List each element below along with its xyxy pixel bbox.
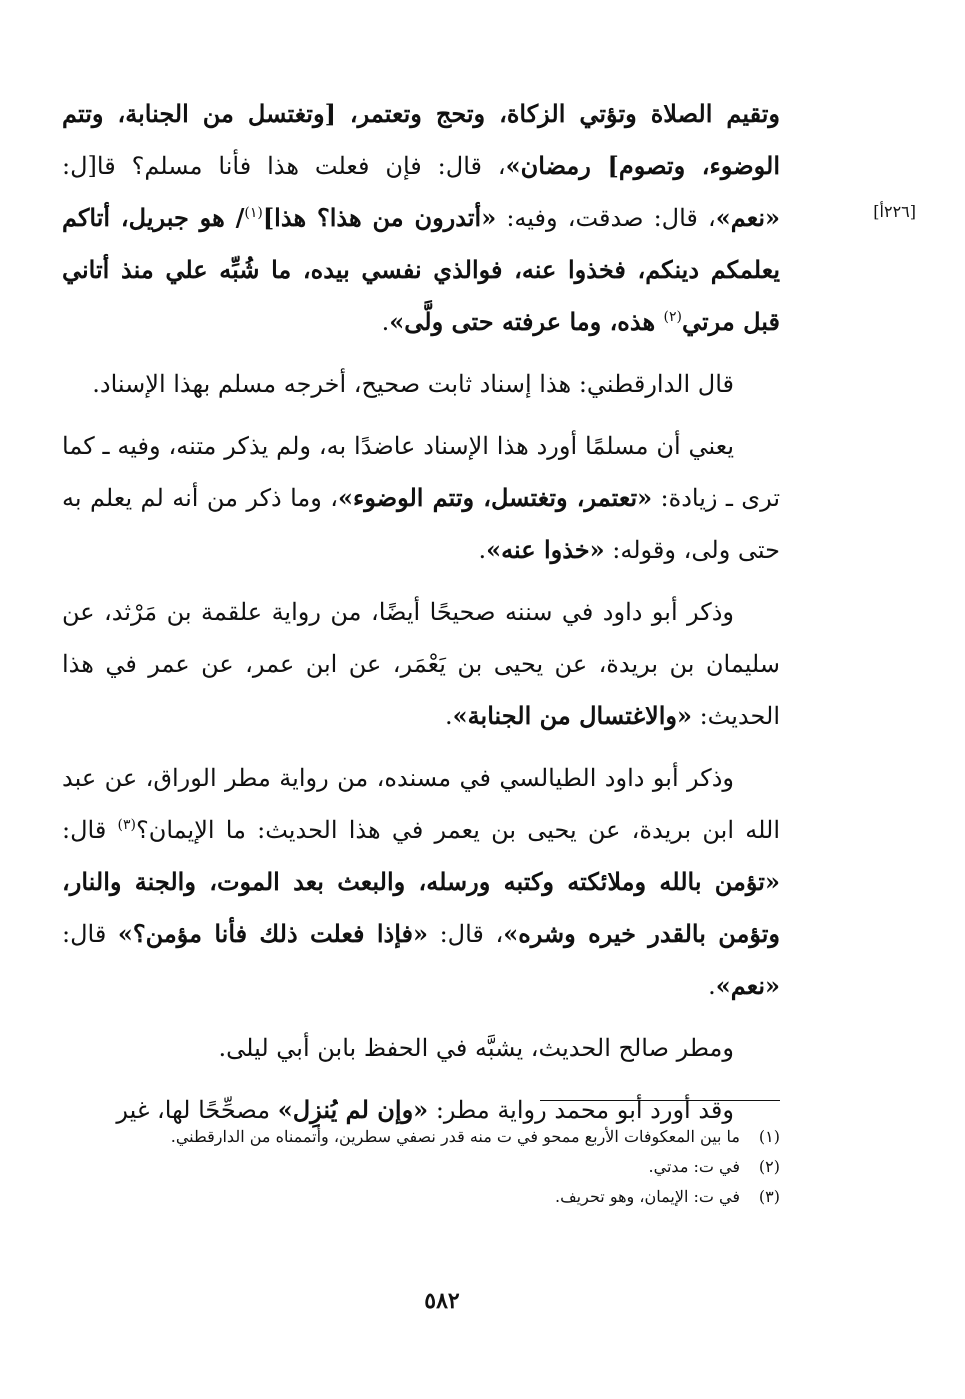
footnote-3 bbox=[130, 1182, 780, 1212]
footnote-divider bbox=[540, 1100, 780, 1101]
narration-text: ، قال: فإن فعلت هذا فأنا مسلم؟ قا[ل: bbox=[62, 152, 506, 180]
commentary-text: ، وما ذكر من أنه لم يعلم به حتى ولى، وقوله: bbox=[62, 484, 780, 564]
commentary-text: قال: bbox=[62, 816, 118, 844]
hadith-text: «تعتمر، وتغتسل، وتتم الوضوء» bbox=[338, 483, 653, 512]
commentary-text: وذكر أبو داود الطيالسي في مسنده، من رواية مطر الوراق، عن عبد الله ابن بريدة، عن يحيى بن يعمر في هذا الحديث: ما الإيمان؟ bbox=[62, 764, 781, 844]
hadith-text: «تؤمن بالله وملائكته وكتبه ورسله، والبعث بعد الموت، والجنة والنار، وتؤمن بالقدر خيره وشره» bbox=[62, 867, 781, 948]
hadith-text: «نعم» bbox=[715, 971, 780, 1000]
paragraph-hadith-continuation bbox=[62, 88, 780, 348]
hadith-text: وتقيم الصلاة وتؤتي الزكاة، وتحج وتعتمر، [وتغتسل من الجنابة، وتتم الوضوء، وتصوم] رمضان» bbox=[62, 99, 781, 180]
paragraph-tayalisi bbox=[62, 752, 780, 1012]
narration-text: ، قال: صدقت، وفيه: bbox=[496, 204, 716, 232]
commentary-text: . bbox=[445, 702, 453, 730]
hadith-text: «نعم» bbox=[715, 203, 781, 232]
commentary-text: . bbox=[478, 536, 487, 564]
commentary-text: مصحِّحًا لها، غير bbox=[116, 1096, 278, 1124]
hadith-text: «فإذا فعلت ذلك فأنا مؤمن؟» bbox=[117, 919, 428, 948]
narration-text: . bbox=[381, 308, 390, 336]
footnote-reference[interactable]: (٢) bbox=[663, 309, 682, 325]
footnotes bbox=[130, 1122, 780, 1212]
hadith-text: «والاغتسال من الجنابة» bbox=[452, 701, 692, 730]
hadith-text: «أتدرون من هذا؟ هذا] bbox=[262, 203, 497, 232]
footnote-2 bbox=[130, 1152, 780, 1182]
commentary-text: . bbox=[708, 972, 716, 1000]
paragraph-daraqutni: قال الدارقطني: هذا إسناد ثابت صحيح، أخرجه مسلم بهذا الإسناد. bbox=[92, 370, 734, 398]
footnote-text: ما بين المعكوفات الأربع ممحو في ت منه قدر نصفي سطرين، وأتممناه من الدارقطني. bbox=[170, 1127, 740, 1146]
hadith-text: هذه، وما عرفته حتى ولَّى» bbox=[389, 307, 664, 336]
footnote-reference[interactable]: (٣) bbox=[117, 817, 136, 833]
paragraph-matar: ومطر صالح الحديث، يشبَّه في الحفظ بابن أبي ليلى. bbox=[218, 1034, 734, 1062]
commentary-text: يعني أن مسلمًا أورد هذا الإسناد عاضدًا به، ولم يذكر متنه، وفيه ـ كما ترى ـ زيادة: bbox=[62, 432, 781, 512]
commentary-text: ، قال: bbox=[428, 920, 504, 948]
footnote-reference[interactable]: (١) bbox=[244, 205, 263, 221]
commentary-text: وذكر أبو داود في سننه صحيحًا أيضًا، من رواية علقمة بن مَرْثد، عن سليمان بن بريدة، عن يحيى بن يَعْمَر، عن ابن عمر، عن عمر في هذا الحديث: bbox=[62, 598, 780, 730]
main-text bbox=[62, 88, 780, 1146]
footnote-number: (١) bbox=[758, 1127, 780, 1146]
hadith-text: «خذوا عنه» bbox=[486, 535, 605, 564]
footnote-1 bbox=[130, 1122, 780, 1152]
manuscript-folio-reference: [٢٢٦أ] bbox=[873, 202, 916, 221]
commentary-text: قال: bbox=[62, 920, 118, 948]
hadith-text: «وإن لم يُنزِل» bbox=[277, 1095, 429, 1124]
footnote-number: (٢) bbox=[758, 1157, 780, 1176]
hadith-text: / هو جبريل، أتاكم يعلمكم دينكم، فخذوا عنه، فوالذي نفسي بيده، ما شُبِّه علي منذ أتاني قبل مرتي bbox=[62, 203, 781, 336]
footnote-number: (٣) bbox=[758, 1187, 780, 1206]
page-number: ٥٨٢ bbox=[424, 1288, 460, 1314]
paragraph-abu-dawud bbox=[62, 586, 780, 742]
footnote-text: في ت: مدتي. bbox=[648, 1157, 740, 1176]
paragraph-commentary bbox=[62, 420, 780, 576]
footnote-text: في ت: الإيمان، وهو تحريف. bbox=[555, 1187, 740, 1206]
commentary-text: وقد أورد أبو محمد رواية مطر: bbox=[428, 1096, 734, 1124]
